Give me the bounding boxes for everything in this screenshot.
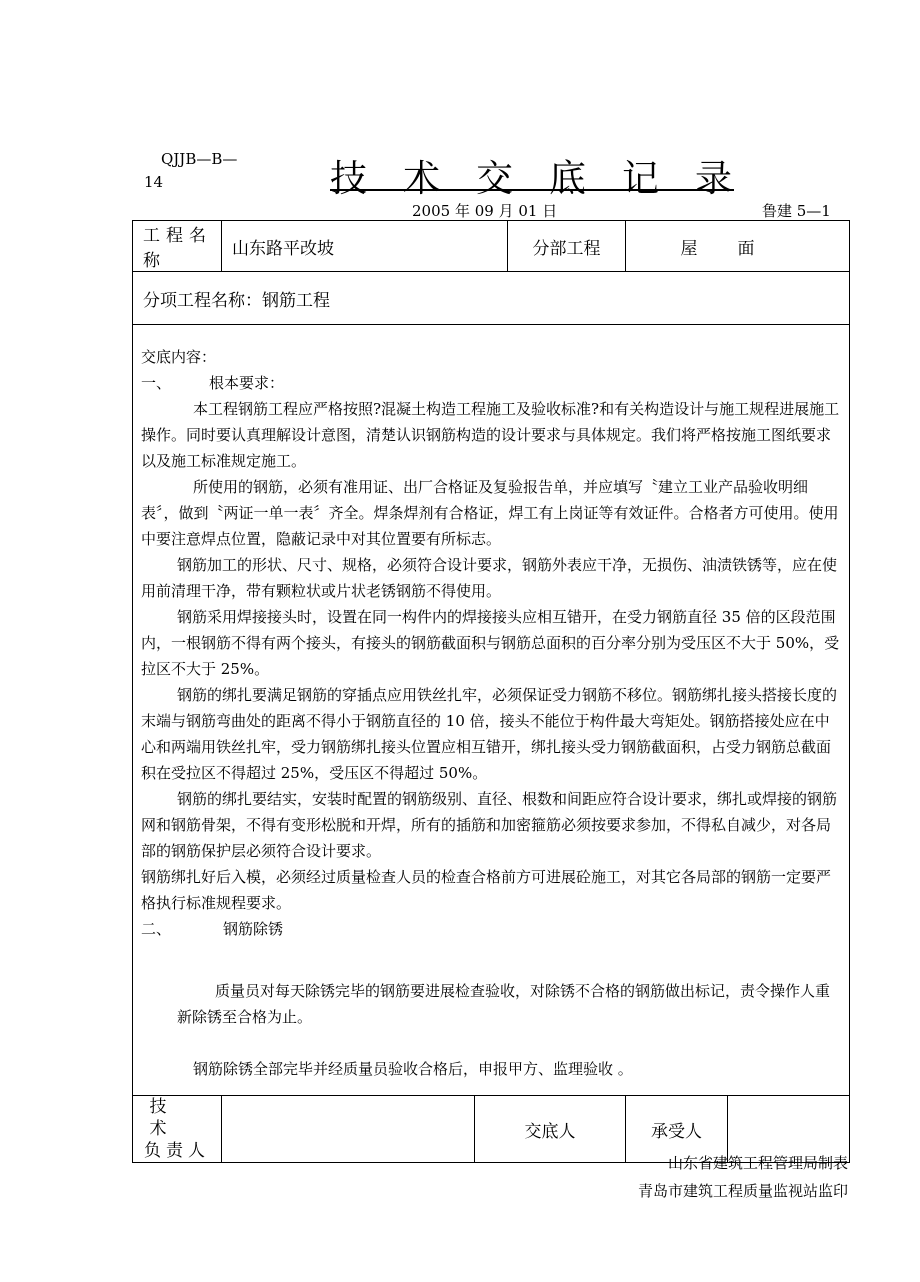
sub-item-row — [133, 272, 850, 325]
project-name-label-cell — [133, 221, 222, 272]
section-1-number: 一、 — [141, 374, 172, 392]
tech-lead-label-line1: 技术 — [149, 1097, 205, 1139]
paragraph-4: 钢筋采用焊接接头时，设置在同一构件内的焊接接头应相互错开，在受力钢筋直径 35 倍的区段范围内，一根钢筋不得有两个接头，有接头的钢筋截面积与钢筋总面积的百分率分别为受压区不大于 50%，受拉区不大于 25%。 — [141, 608, 840, 678]
paragraph-3: 钢筋加工的形状、尺寸、规格，必须符合设计要求，钢筋外表应干净，无损伤、油渍铁锈等，应在使用前清理干净，带有颗粒状或片状老锈钢筋不得使用。 — [141, 556, 838, 600]
page-title: 技术交底记录 — [330, 157, 768, 200]
paragraph-9: 钢筋除锈全部完毕并经质量员验收合格后，申报甲方、监理验收 。 — [193, 1060, 633, 1078]
title-underline — [330, 189, 734, 191]
receiver-label: 承受人 — [651, 1121, 703, 1142]
paragraph-8: 质量员对每天除锈完毕的钢筋要进展检查验收，对除锈不合格的钢筋做出标记，责令操作人重新除锈至合格为止。 — [177, 982, 831, 1026]
paragraph-6: 钢筋的绑扎要结实，安装时配置的钢筋级别、直径、根数和间距应符合设计要求，绑扎或焊接的钢筋网和钢筋骨架，不得有变形松脱和开焊，所有的插筋和加密箍筋必须按要求参加，不得私自减少，对各局部的钢筋保护层必须符合设计要求。 — [141, 790, 838, 860]
section-2-heading — [141, 916, 841, 942]
discloser-label: 交底人 — [524, 1121, 576, 1142]
discloser-label-cell — [475, 1096, 626, 1163]
project-name-value: 山东路平改坡 — [232, 238, 334, 259]
content-heading: 交底内容： — [141, 348, 217, 366]
project-name-value-cell — [222, 221, 508, 272]
paragraph-2: 所使用的钢筋，必须有准用证、出厂合格证及复验报告单，并应填写〝建立工业产品验收明细表〞，做到〝两证一单一表〞齐全。焊条焊剂有合格证，焊工有上岗证等有效证件。合格者方可使用。使用中要注意焊点位置，隐蔽记录中对其位置要有所标志。 — [141, 478, 839, 548]
footer-supervisor: 青岛市建筑工程质量监视站监印 — [637, 1182, 848, 1200]
section-1-title: 根本要求： — [209, 374, 285, 392]
paragraph-7: 钢筋绑扎好后入模，必须经过质量检查人员的检查合格前方可进展砼施工，对其它各局部的钢筋一定要严格执行标准规程要求。 — [141, 868, 832, 912]
paragraph-5: 钢筋的绑扎要满足钢筋的穿插点应用铁丝扎牢，必须保证受力钢筋不移位。钢筋绑扎接头搭接长度的末端与钢筋弯曲处的距离不得小于钢筋直径的 10 倍，接头不能位于构件最大弯矩处。钢筋搭接处应在中心和两端用铁丝扎牢，受力钢筋绑扎接头位置应相互错开，绑扎接头受力钢筋截面积，占受力钢筋总截面积在受拉区不得超过 25%，受压区不得超过 50%。 — [141, 686, 838, 782]
project-name-label: 工程名称 — [143, 226, 212, 271]
content-cell — [133, 325, 850, 1096]
tech-lead-label-line2: 负责人 — [144, 1141, 210, 1161]
footer-issuer: 山东省建筑工程管理局制表 — [667, 1154, 848, 1172]
form-code-line2: 14 — [144, 173, 164, 191]
sub-project-label: 分部工程 — [532, 238, 601, 259]
sub-project-value: 屋面 — [680, 238, 795, 259]
sub-project-value-cell — [626, 221, 850, 272]
sub-project-label-cell — [508, 221, 626, 272]
sub-item-name: 分项工程名称：钢筋工程 — [143, 290, 330, 311]
form-number: 鲁建 5—1 — [762, 202, 831, 220]
form-code-line1: QJJB—B— — [161, 150, 238, 168]
tech-lead-sign-cell[interactable] — [222, 1096, 475, 1163]
record-date: 2005 年 09 月 01 日 — [412, 202, 558, 220]
paragraph-1: 本工程钢筋工程应严格按照?混凝土构造工程施工及验收标准?和有关构造设计与施工规程进展施工操作。同时要认真理解设计意图，清楚认识钢筋构造的设计要求与具体规定。我们将严格按施工图纸要求以及施工标准规定施工。 — [141, 400, 840, 470]
section-1-heading — [141, 370, 841, 396]
tech-lead-label-cell — [133, 1096, 222, 1163]
section-2-number: 二、 — [141, 920, 172, 938]
disclosure-content — [133, 338, 849, 1082]
record-table-main — [132, 220, 850, 1163]
section-2-title: 钢筋除锈 — [223, 920, 284, 938]
